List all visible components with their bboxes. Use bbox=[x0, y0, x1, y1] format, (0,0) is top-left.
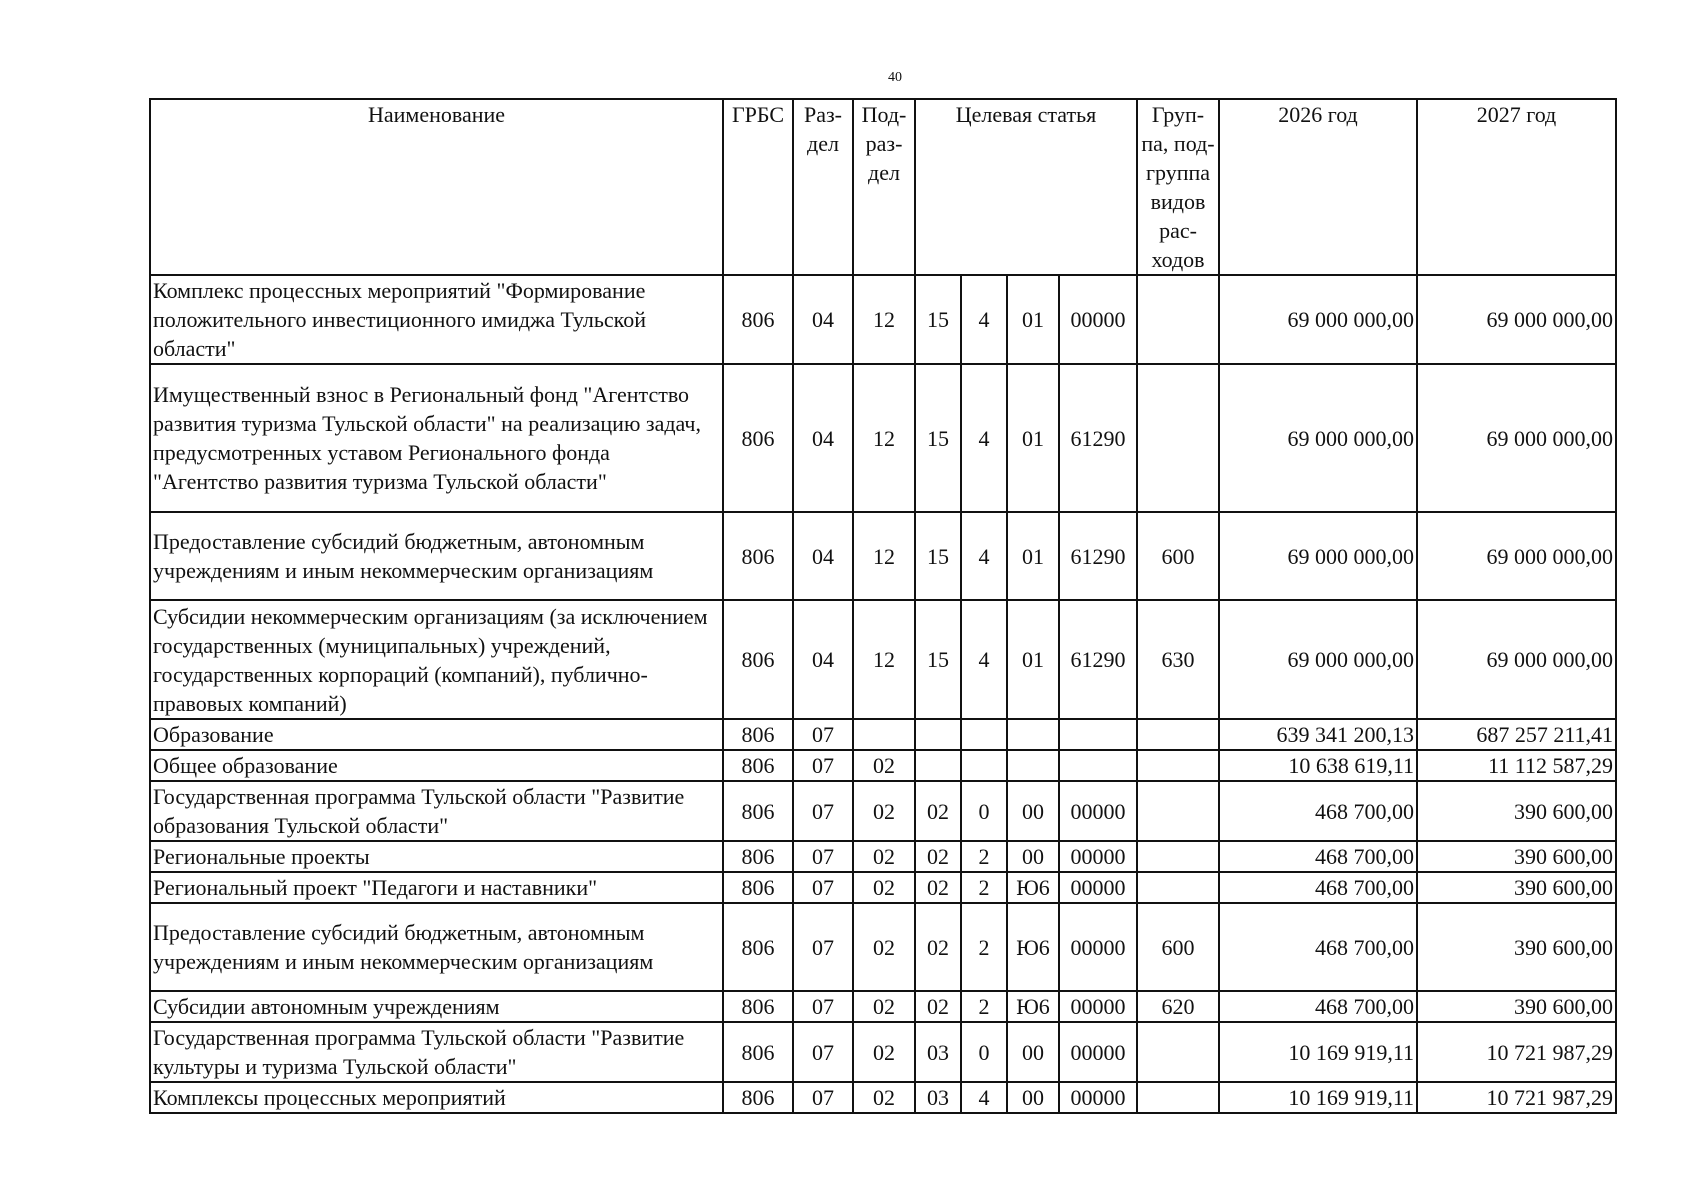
row-amount-2027: 10 721 987,29 bbox=[1417, 1022, 1616, 1082]
row-razdel: 07 bbox=[793, 841, 853, 872]
table-row bbox=[150, 903, 1616, 991]
row-target-program: 15 bbox=[915, 275, 961, 364]
header-group-line: группа bbox=[1145, 160, 1211, 185]
row-target-direction: 00000 bbox=[1059, 1022, 1137, 1082]
row-target-program: 02 bbox=[915, 841, 961, 872]
row-amount-2027: 390 600,00 bbox=[1417, 841, 1616, 872]
table-row bbox=[150, 364, 1616, 512]
table-row bbox=[150, 781, 1616, 841]
row-target-subprogram: 01 bbox=[1007, 364, 1059, 512]
header-name: Наименование bbox=[150, 99, 723, 275]
row-target-program: 02 bbox=[915, 991, 961, 1022]
row-expense-group bbox=[1137, 781, 1219, 841]
row-target-direction: 00000 bbox=[1059, 275, 1137, 364]
row-podrazdel: 02 bbox=[853, 903, 915, 991]
row-expense-group bbox=[1137, 1022, 1219, 1082]
row-expense-group: 620 bbox=[1137, 991, 1219, 1022]
header-razdel-line: дел bbox=[807, 131, 839, 156]
row-target-subprogram bbox=[1007, 750, 1059, 781]
row-grbs: 806 bbox=[723, 750, 793, 781]
row-podrazdel: 02 bbox=[853, 841, 915, 872]
row-amount-2026: 468 700,00 bbox=[1219, 903, 1417, 991]
row-grbs: 806 bbox=[723, 512, 793, 600]
row-grbs: 806 bbox=[723, 781, 793, 841]
row-name: Комплекс процессных мероприятий "Формирование положительного инвестиционного имиджа Тульской области" bbox=[150, 275, 723, 364]
row-amount-2027: 390 600,00 bbox=[1417, 781, 1616, 841]
row-podrazdel bbox=[853, 719, 915, 750]
row-target-subprogram: Ю6 bbox=[1007, 991, 1059, 1022]
row-expense-group bbox=[1137, 1082, 1219, 1113]
row-expense-group bbox=[1137, 750, 1219, 781]
table-row bbox=[150, 841, 1616, 872]
row-razdel: 07 bbox=[793, 903, 853, 991]
row-target-type: 2 bbox=[961, 903, 1007, 991]
row-name: Образование bbox=[150, 719, 723, 750]
row-target-program bbox=[915, 719, 961, 750]
header-row bbox=[150, 99, 1616, 275]
row-amount-2027: 390 600,00 bbox=[1417, 872, 1616, 903]
row-target-program: 02 bbox=[915, 903, 961, 991]
row-razdel: 04 bbox=[793, 275, 853, 364]
row-target-type bbox=[961, 719, 1007, 750]
row-target-program: 03 bbox=[915, 1082, 961, 1113]
page-number: 40 bbox=[888, 70, 902, 85]
row-target-program: 03 bbox=[915, 1022, 961, 1082]
header-group bbox=[1137, 99, 1219, 275]
row-expense-group bbox=[1137, 275, 1219, 364]
row-target-type: 2 bbox=[961, 841, 1007, 872]
table-row bbox=[150, 1082, 1616, 1113]
header-group-line: па, под- bbox=[1141, 131, 1215, 156]
row-amount-2027: 390 600,00 bbox=[1417, 991, 1616, 1022]
row-amount-2026: 468 700,00 bbox=[1219, 991, 1417, 1022]
budget-table bbox=[149, 98, 1617, 1114]
row-name: Региональные проекты bbox=[150, 841, 723, 872]
row-name: Комплексы процессных мероприятий bbox=[150, 1082, 723, 1113]
table-row bbox=[150, 600, 1616, 719]
table-row bbox=[150, 750, 1616, 781]
row-razdel: 04 bbox=[793, 512, 853, 600]
row-name: Государственная программа Тульской области "Развитие культуры и туризма Тульской области" bbox=[150, 1022, 723, 1082]
row-target-program: 15 bbox=[915, 364, 961, 512]
table-row bbox=[150, 872, 1616, 903]
row-grbs: 806 bbox=[723, 903, 793, 991]
row-amount-2026: 468 700,00 bbox=[1219, 841, 1417, 872]
header-razdel-line: Раз- bbox=[803, 102, 843, 127]
row-grbs: 806 bbox=[723, 991, 793, 1022]
header-podrazdel-line: Под- bbox=[861, 102, 907, 127]
row-amount-2027: 69 000 000,00 bbox=[1417, 364, 1616, 512]
table-row bbox=[150, 991, 1616, 1022]
row-target-direction: 00000 bbox=[1059, 903, 1137, 991]
row-razdel: 07 bbox=[793, 1022, 853, 1082]
header-group-line: рас- bbox=[1159, 218, 1197, 243]
row-expense-group: 600 bbox=[1137, 512, 1219, 600]
row-target-direction: 61290 bbox=[1059, 512, 1137, 600]
row-target-direction: 00000 bbox=[1059, 781, 1137, 841]
header-2026: 2026 год bbox=[1219, 99, 1417, 275]
row-target-subprogram: 01 bbox=[1007, 512, 1059, 600]
row-razdel: 07 bbox=[793, 750, 853, 781]
row-target-direction: 00000 bbox=[1059, 991, 1137, 1022]
row-expense-group bbox=[1137, 364, 1219, 512]
row-amount-2027: 390 600,00 bbox=[1417, 903, 1616, 991]
row-amount-2026: 639 341 200,13 bbox=[1219, 719, 1417, 750]
row-target-type: 4 bbox=[961, 1082, 1007, 1113]
row-amount-2027: 10 721 987,29 bbox=[1417, 1082, 1616, 1113]
row-amount-2027: 69 000 000,00 bbox=[1417, 512, 1616, 600]
row-grbs: 806 bbox=[723, 872, 793, 903]
row-target-direction: 00000 bbox=[1059, 872, 1137, 903]
row-name: Предоставление субсидий бюджетным, автономным учреждениям и иным некоммерческим организациям bbox=[150, 903, 723, 991]
row-target-type: 4 bbox=[961, 512, 1007, 600]
row-target-program: 15 bbox=[915, 512, 961, 600]
row-amount-2026: 69 000 000,00 bbox=[1219, 275, 1417, 364]
row-podrazdel: 02 bbox=[853, 872, 915, 903]
header-group-line: ходов bbox=[1151, 247, 1205, 272]
row-name: Субсидии некоммерческим организациям (за исключением государственных (муниципальных) учреждений, государственных корпораций (компаний), публично-правовых компаний) bbox=[150, 600, 723, 719]
row-target-type: 2 bbox=[961, 872, 1007, 903]
row-target-subprogram: 00 bbox=[1007, 1082, 1059, 1113]
header-podrazdel bbox=[853, 99, 915, 275]
header-grbs: ГРБС bbox=[723, 99, 793, 275]
row-grbs: 806 bbox=[723, 600, 793, 719]
header-razdel bbox=[793, 99, 853, 275]
row-target-program: 15 bbox=[915, 600, 961, 719]
row-target-direction bbox=[1059, 750, 1137, 781]
row-amount-2026: 69 000 000,00 bbox=[1219, 512, 1417, 600]
row-podrazdel: 02 bbox=[853, 781, 915, 841]
row-expense-group: 600 bbox=[1137, 903, 1219, 991]
table-row bbox=[150, 1022, 1616, 1082]
row-amount-2026: 69 000 000,00 bbox=[1219, 364, 1417, 512]
row-amount-2027: 11 112 587,29 bbox=[1417, 750, 1616, 781]
row-podrazdel: 02 bbox=[853, 1082, 915, 1113]
row-amount-2027: 69 000 000,00 bbox=[1417, 600, 1616, 719]
row-grbs: 806 bbox=[723, 1022, 793, 1082]
row-name: Предоставление субсидий бюджетным, автономным учреждениям и иным некоммерческим организациям bbox=[150, 512, 723, 600]
row-target-subprogram: 00 bbox=[1007, 781, 1059, 841]
row-expense-group bbox=[1137, 872, 1219, 903]
row-target-direction: 00000 bbox=[1059, 841, 1137, 872]
row-target-subprogram: 01 bbox=[1007, 600, 1059, 719]
row-amount-2026: 468 700,00 bbox=[1219, 872, 1417, 903]
table-row bbox=[150, 512, 1616, 600]
header-podrazdel-line: раз- bbox=[865, 131, 903, 156]
row-target-type: 4 bbox=[961, 364, 1007, 512]
header-group-line: видов bbox=[1150, 189, 1206, 214]
row-podrazdel: 12 bbox=[853, 512, 915, 600]
row-amount-2026: 10 169 919,11 bbox=[1219, 1022, 1417, 1082]
row-grbs: 806 bbox=[723, 275, 793, 364]
row-amount-2027: 687 257 211,41 bbox=[1417, 719, 1616, 750]
table-row bbox=[150, 275, 1616, 364]
row-target-program bbox=[915, 750, 961, 781]
row-razdel: 07 bbox=[793, 991, 853, 1022]
row-amount-2026: 468 700,00 bbox=[1219, 781, 1417, 841]
row-podrazdel: 02 bbox=[853, 1022, 915, 1082]
row-grbs: 806 bbox=[723, 1082, 793, 1113]
row-razdel: 07 bbox=[793, 1082, 853, 1113]
row-target-type: 0 bbox=[961, 781, 1007, 841]
header-group-line: Груп- bbox=[1151, 102, 1205, 127]
row-grbs: 806 bbox=[723, 719, 793, 750]
row-target-program: 02 bbox=[915, 781, 961, 841]
row-grbs: 806 bbox=[723, 364, 793, 512]
row-razdel: 07 bbox=[793, 872, 853, 903]
row-target-subprogram: 00 bbox=[1007, 1022, 1059, 1082]
row-target-subprogram: 01 bbox=[1007, 275, 1059, 364]
table-body bbox=[150, 275, 1616, 1113]
row-expense-group: 630 bbox=[1137, 600, 1219, 719]
row-target-program: 02 bbox=[915, 872, 961, 903]
row-razdel: 04 bbox=[793, 364, 853, 512]
row-target-type: 0 bbox=[961, 1022, 1007, 1082]
row-expense-group bbox=[1137, 719, 1219, 750]
row-razdel: 04 bbox=[793, 600, 853, 719]
row-target-subprogram bbox=[1007, 719, 1059, 750]
row-podrazdel: 12 bbox=[853, 364, 915, 512]
row-razdel: 07 bbox=[793, 719, 853, 750]
row-expense-group bbox=[1137, 841, 1219, 872]
row-target-direction: 00000 bbox=[1059, 1082, 1137, 1113]
row-target-direction bbox=[1059, 719, 1137, 750]
row-name: Имущественный взнос в Региональный фонд "Агентство развития туризма Тульской области" на реализацию задач, предусмотренных уставом Регионального фонда "Агентство развития туризма Тульской области" bbox=[150, 364, 723, 512]
row-podrazdel: 12 bbox=[853, 275, 915, 364]
row-target-type: 2 bbox=[961, 991, 1007, 1022]
row-amount-2026: 10 169 919,11 bbox=[1219, 1082, 1417, 1113]
row-target-subprogram: 00 bbox=[1007, 841, 1059, 872]
header-podrazdel-line: дел bbox=[868, 160, 900, 185]
row-target-direction: 61290 bbox=[1059, 364, 1137, 512]
table-row bbox=[150, 719, 1616, 750]
row-target-type: 4 bbox=[961, 275, 1007, 364]
header-2027: 2027 год bbox=[1417, 99, 1616, 275]
row-amount-2026: 10 638 619,11 bbox=[1219, 750, 1417, 781]
row-target-type: 4 bbox=[961, 600, 1007, 719]
row-target-subprogram: Ю6 bbox=[1007, 903, 1059, 991]
row-target-type bbox=[961, 750, 1007, 781]
row-amount-2026: 69 000 000,00 bbox=[1219, 600, 1417, 719]
row-target-subprogram: Ю6 bbox=[1007, 872, 1059, 903]
row-target-direction: 61290 bbox=[1059, 600, 1137, 719]
row-name: Государственная программа Тульской области "Развитие образования Тульской области" bbox=[150, 781, 723, 841]
row-podrazdel: 02 bbox=[853, 750, 915, 781]
row-grbs: 806 bbox=[723, 841, 793, 872]
row-amount-2027: 69 000 000,00 bbox=[1417, 275, 1616, 364]
row-name: Региональный проект "Педагоги и наставники" bbox=[150, 872, 723, 903]
row-podrazdel: 02 bbox=[853, 991, 915, 1022]
row-name: Субсидии автономным учреждениям bbox=[150, 991, 723, 1022]
row-name: Общее образование bbox=[150, 750, 723, 781]
header-target: Целевая статья bbox=[915, 99, 1137, 275]
row-podrazdel: 12 bbox=[853, 600, 915, 719]
row-razdel: 07 bbox=[793, 781, 853, 841]
